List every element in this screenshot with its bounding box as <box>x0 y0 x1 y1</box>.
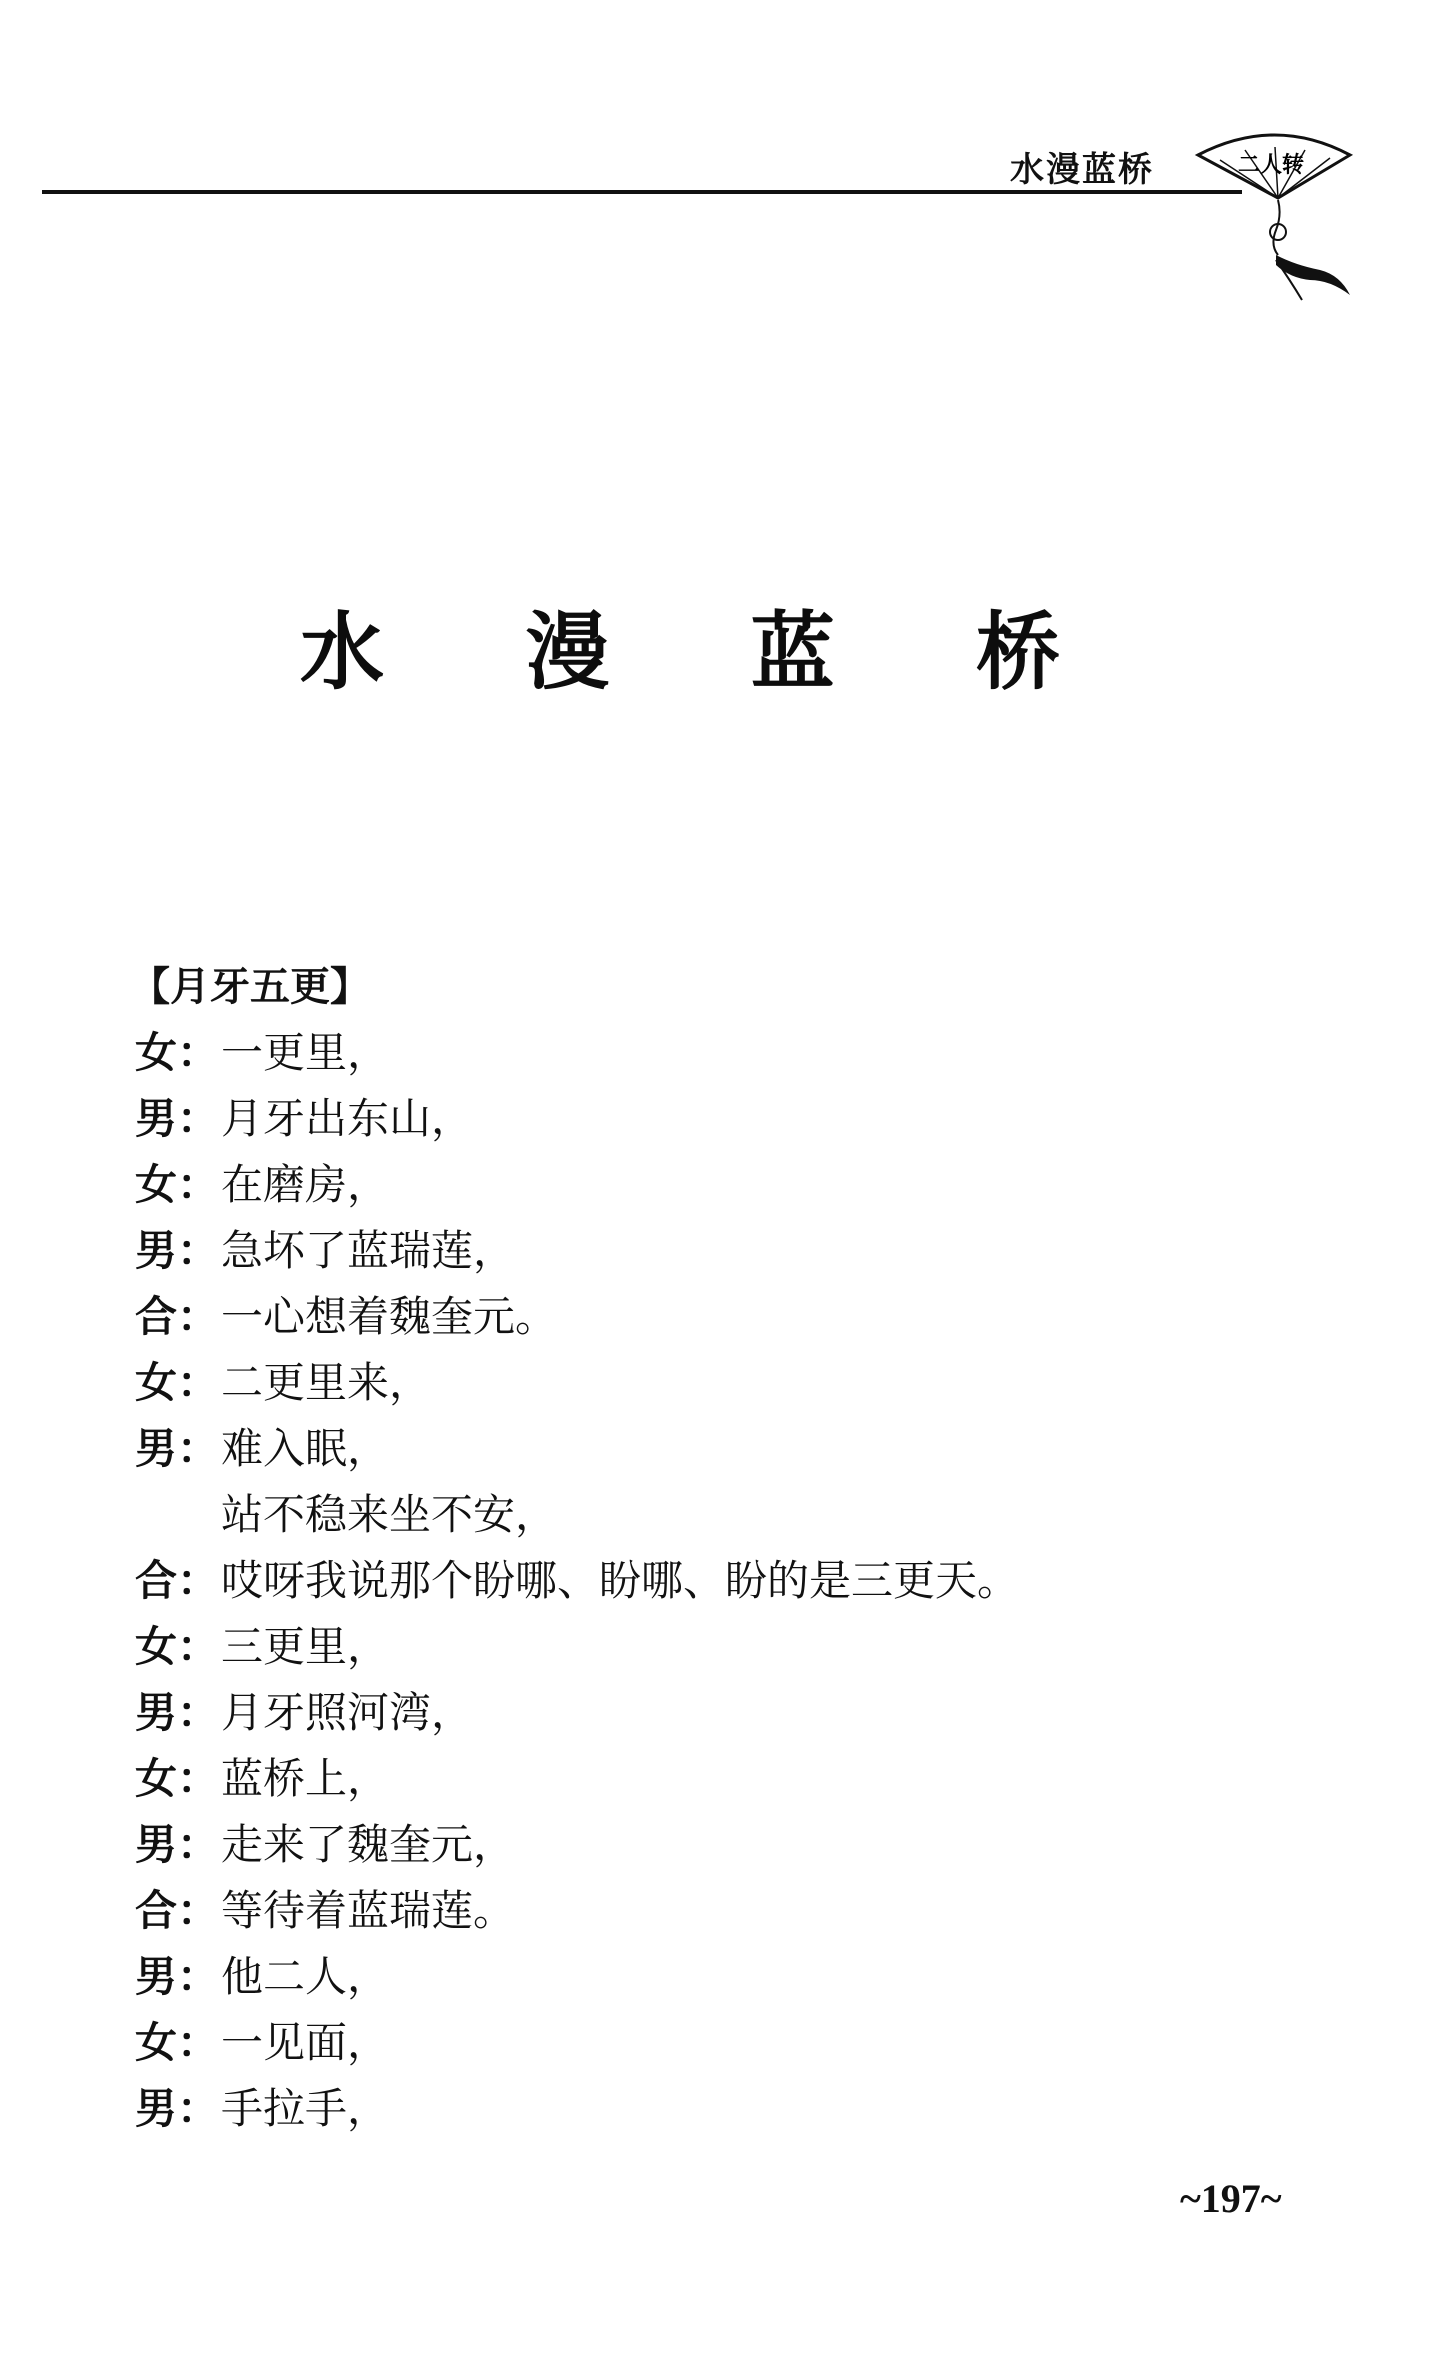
line-text: 站不稳来坐不安， <box>221 1490 558 1539</box>
lyric-line <box>135 2010 1285 2076</box>
speaker: 女： <box>135 1754 220 1803</box>
lyric-line <box>135 1020 1285 1086</box>
speaker: 合： <box>135 1886 220 1935</box>
running-header-title: 水漫蓝桥 <box>1010 150 1154 190</box>
speaker: 男： <box>135 1952 220 2001</box>
lyric-line <box>135 1350 1285 1416</box>
page-number: ~197~ <box>1180 2176 1282 2221</box>
section-label: 【月牙五更】 <box>130 964 370 1010</box>
speaker: 男： <box>135 1688 220 1737</box>
speaker: 男： <box>135 1424 220 1473</box>
speaker: 男： <box>135 1820 220 1869</box>
lyric-line <box>135 1812 1285 1878</box>
line-text: 他二人， <box>221 1952 390 2001</box>
lyric-line <box>135 1086 1285 1152</box>
line-text: 难入眠， <box>221 1424 390 1473</box>
line-text: 三更里， <box>221 1622 390 1671</box>
line-text: 急坏了蓝瑞莲， <box>221 1226 516 1275</box>
header-rule <box>42 190 1242 194</box>
speaker: 男： <box>135 1094 220 1143</box>
line-text: 走来了魏奎元， <box>221 1820 516 1869</box>
line-text: 等待着蓝瑞莲。 <box>221 1886 516 1935</box>
line-text: 月牙出东山， <box>221 1094 474 1143</box>
speaker: 女： <box>135 1358 220 1407</box>
lyric-line <box>135 1152 1285 1218</box>
speaker: 男： <box>135 2084 220 2133</box>
speaker: 女： <box>135 1622 220 1671</box>
line-text: 手拉手， <box>221 2084 390 2133</box>
fan-ornament-icon <box>1190 120 1360 310</box>
speaker: 合： <box>135 1556 220 1605</box>
lyric-line <box>135 1680 1285 1746</box>
speaker: 女： <box>135 1160 220 1209</box>
line-text: 一见面， <box>221 2018 390 2067</box>
line-text: 蓝桥上， <box>221 1754 390 1803</box>
line-text: 哎呀我说那个盼哪、盼哪、盼的是三更天。 <box>221 1556 1020 1605</box>
main-title-char: 桥 <box>975 603 1060 701</box>
lyric-line <box>135 2076 1285 2142</box>
lyric-line <box>135 1614 1285 1680</box>
main-title <box>300 585 1060 706</box>
speaker: 女： <box>135 2018 220 2067</box>
lyric-line <box>135 1482 1285 1548</box>
line-text: 在磨房， <box>221 1160 390 1209</box>
line-text: 一心想着魏奎元。 <box>221 1292 558 1341</box>
line-text: 二更里来， <box>221 1358 432 1407</box>
speaker: 合： <box>135 1292 220 1341</box>
lyric-line <box>135 1284 1285 1350</box>
speaker: 女： <box>135 1028 220 1077</box>
main-title-char: 蓝 <box>750 603 835 701</box>
line-text: 月牙照河湾， <box>221 1688 474 1737</box>
main-title-char: 漫 <box>525 603 610 701</box>
lyric-line <box>135 1746 1285 1812</box>
speaker: 男： <box>135 1226 220 1275</box>
lyrics-lines <box>135 1020 1285 2142</box>
lyric-line <box>135 1218 1285 1284</box>
lyric-line <box>135 1548 1285 1614</box>
line-text: 一更里， <box>221 1028 390 1077</box>
lyric-line <box>135 1878 1285 1944</box>
lyric-line <box>135 1416 1285 1482</box>
fan-label: 二人转 <box>1238 153 1305 178</box>
main-title-char: 水 <box>300 603 385 701</box>
lyric-line <box>135 1944 1285 2010</box>
